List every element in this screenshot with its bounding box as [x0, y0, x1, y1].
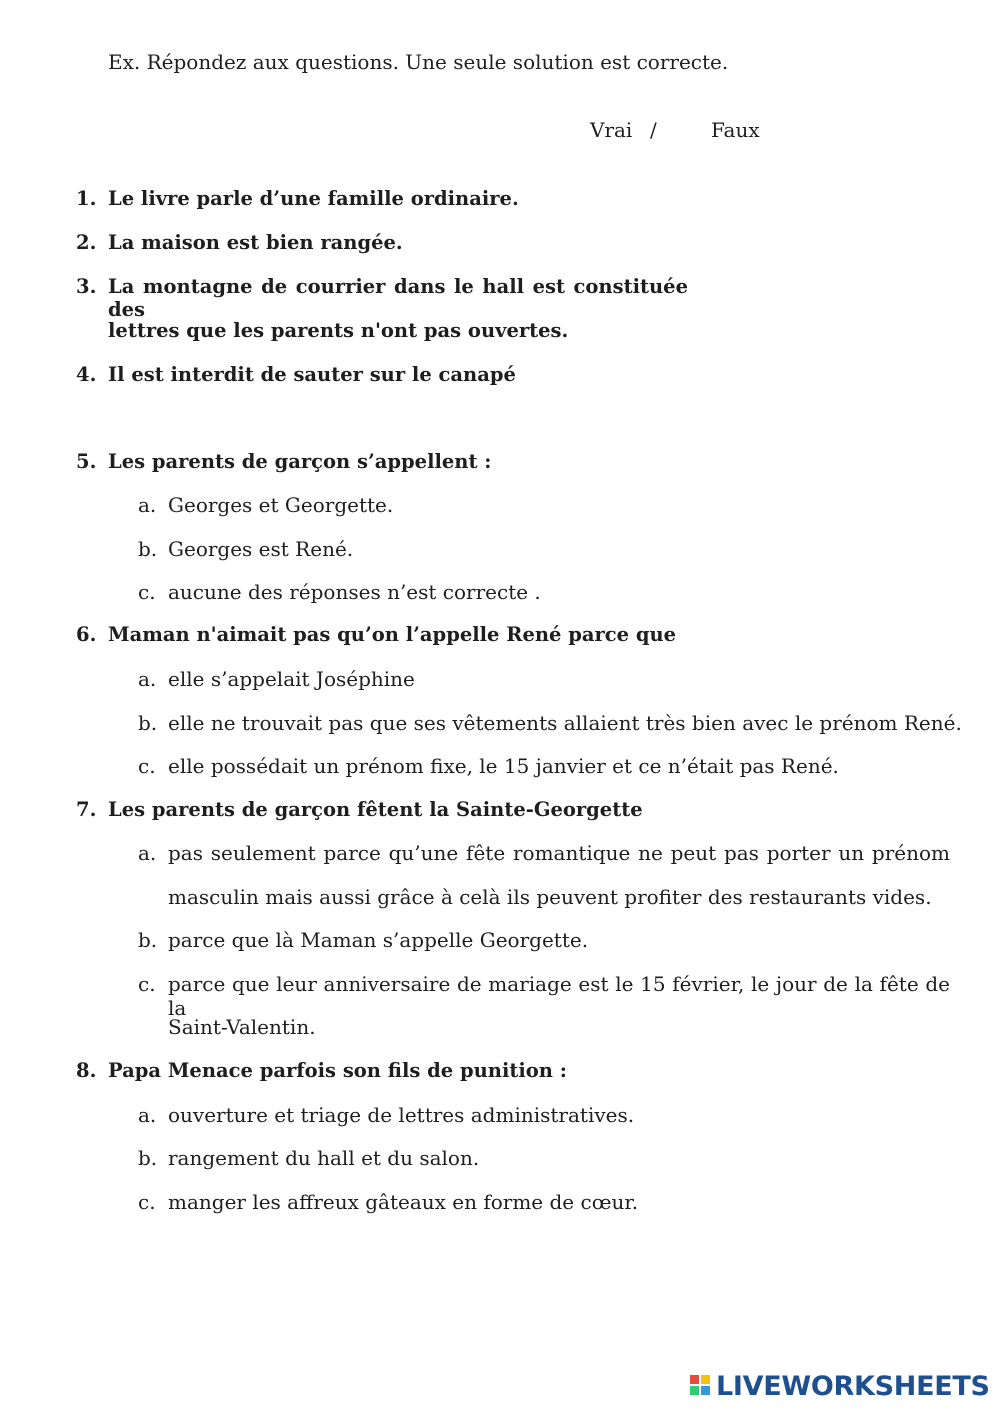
statement-text: Le livre parle d’une famille ordinaire. [108, 187, 519, 210]
option-letter: a. [138, 1103, 157, 1127]
option-text: manger les affreux gâteaux en forme de cœur. [168, 1190, 639, 1214]
option-text: rangement du hall et du salon. [168, 1146, 480, 1170]
statement-text: La maison est bien rangée. [108, 231, 403, 254]
option-text: elle s’appelait Joséphine [168, 667, 415, 691]
option-letter: b. [138, 537, 158, 561]
logo-block [690, 1375, 699, 1384]
option-letter: c. [138, 972, 156, 996]
option-text: Georges est René. [168, 537, 354, 561]
question-number: 3. [76, 275, 97, 298]
option-letter: b. [138, 928, 158, 952]
option-text: aucune des réponses n’est correcte . [168, 580, 541, 604]
question-number: 7. [76, 798, 97, 821]
option-text: Georges et Georgette. [168, 493, 394, 517]
question-text: Maman n'aimait pas qu’on l’appelle René parce que [108, 623, 677, 646]
question-text: Les parents de garçon fêtent la Sainte-Georgette [108, 798, 643, 821]
option-text: parce que leur anniversaire de mariage est le 15 février, le jour de la fête de la [168, 972, 950, 1020]
option-text: pas seulement parce qu’une fête romantique ne peut pas porter un prénom [168, 841, 950, 865]
statement-text-continued: lettres que les parents n'ont pas ouvertes. [108, 319, 569, 342]
option-text: elle possédait un prénom fixe, le 15 janvier et ce n’était pas René. [168, 754, 839, 778]
option-text-continued: masculin mais aussi grâce à celà ils peuvent profiter des restaurants vides. [168, 885, 932, 909]
question-number: 1. [76, 187, 97, 210]
question-text: Papa Menace parfois son fils de punition : [108, 1059, 567, 1082]
option-letter: c. [138, 580, 156, 604]
logo-block [701, 1375, 710, 1384]
option-letter: c. [138, 754, 156, 778]
option-letter: a. [138, 667, 157, 691]
question-number: 4. [76, 363, 97, 386]
exercise-instruction: Ex. Répondez aux questions. Une seule solution est correcte. [108, 50, 729, 74]
faux-label: Faux [711, 118, 760, 142]
option-letter: b. [138, 1146, 158, 1170]
question-number: 8. [76, 1059, 97, 1082]
option-letter: b. [138, 711, 158, 735]
option-letter: a. [138, 493, 157, 517]
logo-block [701, 1386, 710, 1395]
logo-blocks-icon [690, 1375, 712, 1399]
vrai-faux-separator: / [650, 118, 657, 142]
question-text: Les parents de garçon s’appellent : [108, 450, 492, 473]
option-text: elle ne trouvait pas que ses vêtements allaient très bien avec le prénom René. [168, 711, 962, 735]
option-text: parce que là Maman s’appelle Georgette. [168, 928, 589, 952]
question-number: 2. [76, 231, 97, 254]
question-number: 6. [76, 623, 97, 646]
option-text: ouverture et triage de lettres administratives. [168, 1103, 635, 1127]
logo-text: LIVEWORKSHEETS [716, 1371, 990, 1402]
vrai-label: Vrai [590, 118, 633, 142]
statement-text: La montagne de courrier dans le hall est constituée des [108, 275, 688, 321]
question-number: 5. [76, 450, 97, 473]
option-letter: c. [138, 1190, 156, 1214]
logo-block [690, 1386, 699, 1395]
statement-text: Il est interdit de sauter sur le canapé [108, 363, 516, 386]
option-letter: a. [138, 841, 157, 865]
option-text-continued: Saint-Valentin. [168, 1015, 316, 1039]
